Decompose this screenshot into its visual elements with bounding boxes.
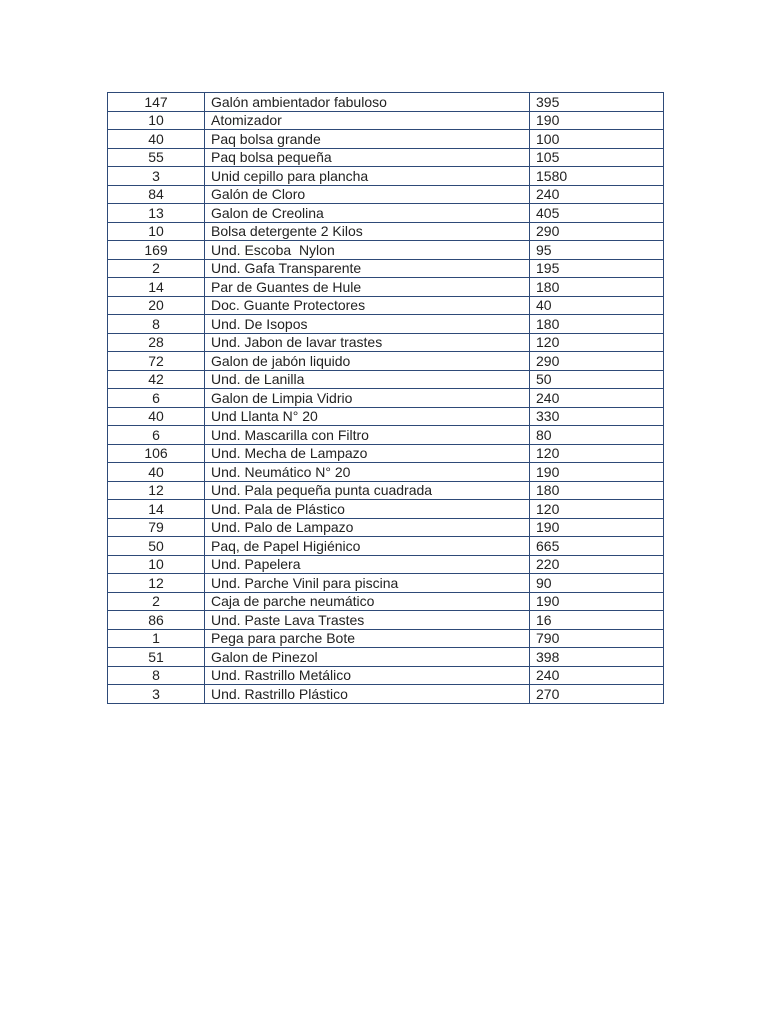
description-cell: Und. Palo de Lampazo [205,518,530,537]
quantity-cell: 50 [108,537,205,556]
table-row [108,648,664,667]
table-row [108,185,664,204]
quantity-cell: 14 [108,500,205,519]
price-cell: 220 [530,555,664,574]
price-cell: 95 [530,241,664,260]
quantity-cell: 10 [108,222,205,241]
description-cell: Galon de Creolina [205,204,530,223]
description-cell: Und. Pala de Plástico [205,500,530,519]
price-cell: 190 [530,463,664,482]
price-cell: 330 [530,407,664,426]
quantity-cell: 169 [108,241,205,260]
table-row [108,481,664,500]
table-row [108,518,664,537]
quantity-cell: 13 [108,204,205,223]
description-cell: Unid cepillo para plancha [205,167,530,186]
price-cell: 120 [530,333,664,352]
quantity-cell: 20 [108,296,205,315]
quantity-cell: 2 [108,592,205,611]
table-row [108,685,664,704]
table-row [108,370,664,389]
quantity-cell: 6 [108,426,205,445]
table-row [108,611,664,630]
table-row [108,444,664,463]
price-cell: 120 [530,444,664,463]
price-cell: 270 [530,685,664,704]
description-cell: Paq, de Papel Higiénico [205,537,530,556]
description-cell: Und. Mecha de Lampazo [205,444,530,463]
table-row [108,389,664,408]
description-cell: Und. Parche Vinil para piscina [205,574,530,593]
price-cell: 190 [530,111,664,130]
quantity-cell: 1 [108,629,205,648]
price-cell: 180 [530,481,664,500]
table-row [108,278,664,297]
table-row [108,148,664,167]
table-row [108,426,664,445]
table-row [108,130,664,149]
price-cell: 16 [530,611,664,630]
quantity-cell: 10 [108,555,205,574]
table-row [108,315,664,334]
table-row [108,352,664,371]
description-cell: Und. Papelera [205,555,530,574]
price-cell: 105 [530,148,664,167]
quantity-cell: 72 [108,352,205,371]
description-cell: Und. Jabon de lavar trastes [205,333,530,352]
quantity-cell: 147 [108,93,205,112]
quantity-cell: 40 [108,407,205,426]
quantity-cell: 8 [108,666,205,685]
table-row [108,537,664,556]
description-cell: Und. de Lanilla [205,370,530,389]
price-cell: 240 [530,185,664,204]
table-row [108,407,664,426]
quantity-cell: 28 [108,333,205,352]
description-cell: Und Llanta N° 20 [205,407,530,426]
table-row [108,259,664,278]
description-cell: Und. Pala pequeña punta cuadrada [205,481,530,500]
description-cell: Und. Rastrillo Plástico [205,685,530,704]
price-cell: 120 [530,500,664,519]
table-row [108,111,664,130]
table-row [108,204,664,223]
price-cell: 790 [530,629,664,648]
table-row [108,93,664,112]
price-cell: 665 [530,537,664,556]
price-cell: 240 [530,389,664,408]
table-row [108,333,664,352]
description-cell: Atomizador [205,111,530,130]
quantity-cell: 12 [108,481,205,500]
quantity-cell: 79 [108,518,205,537]
quantity-cell: 106 [108,444,205,463]
price-cell: 1580 [530,167,664,186]
price-cell: 90 [530,574,664,593]
quantity-cell: 86 [108,611,205,630]
table-row [108,555,664,574]
quantity-cell: 55 [108,148,205,167]
quantity-cell: 14 [108,278,205,297]
price-cell: 290 [530,352,664,371]
price-cell: 398 [530,648,664,667]
description-cell: Und. De Isopos [205,315,530,334]
price-cell: 180 [530,315,664,334]
description-cell: Bolsa detergente 2 Kilos [205,222,530,241]
description-cell: Galon de jabón liquido [205,352,530,371]
quantity-cell: 42 [108,370,205,389]
quantity-cell: 40 [108,130,205,149]
description-cell: Pega para parche Bote [205,629,530,648]
description-cell: Und. Gafa Transparente [205,259,530,278]
quantity-cell: 12 [108,574,205,593]
price-cell: 80 [530,426,664,445]
description-cell: Doc. Guante Protectores [205,296,530,315]
description-cell: Galon de Pinezol [205,648,530,667]
price-cell: 240 [530,666,664,685]
table-row [108,629,664,648]
quantity-cell: 84 [108,185,205,204]
table-row [108,167,664,186]
description-cell: Und. Mascarilla con Filtro [205,426,530,445]
quantity-cell: 3 [108,685,205,704]
description-cell: Und. Escoba Nylon [205,241,530,260]
quantity-cell: 8 [108,315,205,334]
table-row [108,500,664,519]
price-cell: 290 [530,222,664,241]
table-row [108,222,664,241]
description-cell: Galón de Cloro [205,185,530,204]
table-row [108,463,664,482]
quantity-cell: 51 [108,648,205,667]
quantity-cell: 3 [108,167,205,186]
price-cell: 40 [530,296,664,315]
price-cell: 190 [530,592,664,611]
price-cell: 190 [530,518,664,537]
quantity-cell: 40 [108,463,205,482]
table-row [108,574,664,593]
price-cell: 100 [530,130,664,149]
description-cell: Und. Paste Lava Trastes [205,611,530,630]
description-cell: Und. Neumático N° 20 [205,463,530,482]
quantity-cell: 2 [108,259,205,278]
description-cell: Par de Guantes de Hule [205,278,530,297]
quantity-cell: 10 [108,111,205,130]
price-cell: 180 [530,278,664,297]
description-cell: Und. Rastrillo Metálico [205,666,530,685]
price-cell: 405 [530,204,664,223]
inventory-table [107,92,664,704]
description-cell: Caja de parche neumático [205,592,530,611]
table-row [108,296,664,315]
description-cell: Paq bolsa grande [205,130,530,149]
table-row [108,666,664,685]
price-cell: 395 [530,93,664,112]
price-cell: 50 [530,370,664,389]
description-cell: Paq bolsa pequeña [205,148,530,167]
inventory-table-body [108,93,664,704]
price-cell: 195 [530,259,664,278]
description-cell: Galón ambientador fabuloso [205,93,530,112]
table-row [108,241,664,260]
table-row [108,592,664,611]
description-cell: Galon de Limpia Vidrio [205,389,530,408]
quantity-cell: 6 [108,389,205,408]
